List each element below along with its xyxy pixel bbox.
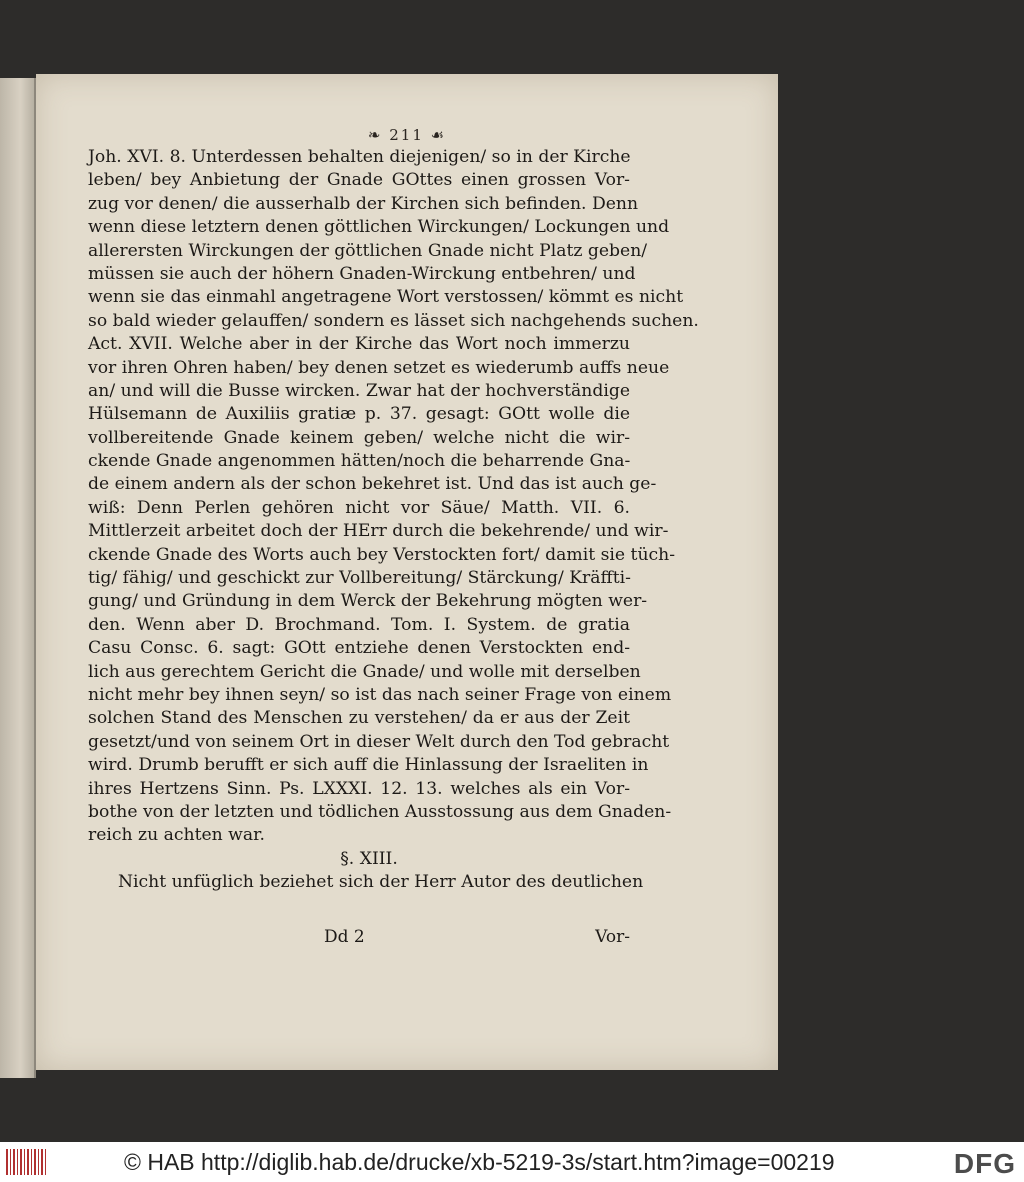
book-page [36,74,778,1070]
text-line: solchen Stand des Menschen zu verstehen/ da er aus der Zeit [88,708,630,729]
text-line: Hülsemann de Auxiliis gratiæ p. 37. gesagt: GOtt wolle die [88,404,630,425]
page-footer [88,926,630,948]
text-line: gung/ und Gründung in dem Werck der Bekehrung mögten wer- [88,591,648,612]
text-line: bothe von der letzten und tödlichen Ausstossung aus dem Gnaden- [88,801,672,822]
facing-page-edge [0,78,36,1078]
signature-mark: Dd 2 [324,927,365,947]
text-line: ckende Gnade angenommen hätten/noch die beharrende Gna- [88,451,631,472]
page-number: ❧ 211 ☙ [367,126,447,144]
text-line: gesetzt/und von seinem Ort in dieser Welt durch den Tod gebracht [88,731,670,752]
text-line: Casu Consc. 6. sagt: GOtt entziehe denen Verstockten end- [88,638,630,659]
text-line: ihres Hertzens Sinn. Ps. LXXXI. 12. 13. welches als ein Vor- [88,778,630,799]
page-text [88,146,699,895]
text-line: den. Wenn aber D. Brochmand. Tom. I. System. de gratia [88,614,630,635]
text-line: reich zu achten war. [88,825,265,846]
catchword: Vor- [595,927,630,947]
text-line: wenn sie das einmahl angetragene Wort verstossen/ kömmt es nicht [88,287,684,308]
text-line: Mittlerzeit arbeitet doch der HErr durch die bekehrende/ und wir- [88,521,669,542]
text-line: lich aus gerechtem Gericht die Gnade/ und wolle mit derselben [88,661,641,682]
text-line: müssen sie auch der höhern Gnaden-Wirckung entbehren/ und [88,263,636,284]
text-line: wiß: Denn Perlen gehören nicht vor Säue/ Matth. VII. 6. [88,497,630,518]
text-line: vor ihren Ohren haben/ bey denen setzet es wiederumb auffs neue [88,357,670,378]
text-line: so bald wieder gelauffen/ sondern es lässet sich nachgehends suchen. [88,310,699,331]
text-line: wenn diese letztern denen göttlichen Wirckungen/ Lockungen und [88,217,670,238]
text-line: allerersten Wirckungen der göttlichen Gnade nicht Platz geben/ [88,240,648,261]
text-line: ckende Gnade des Worts auch bey Verstockten fort/ damit sie tüch- [88,544,676,565]
text-line: nicht mehr bey ihnen seyn/ so ist das nach seiner Frage von einem [88,684,672,705]
viewer-footer [0,1142,1024,1182]
text-line: §. XIII. [340,848,398,869]
text-line: vollbereitende Gnade keinem geben/ welche nicht die wir- [88,427,630,448]
source-credit-link[interactable]: © HAB http://diglib.hab.de/drucke/xb-5219-3s/start.htm?image=00219 [124,1148,835,1175]
text-line: Nicht unfüglich beziehet sich der Herr Autor des deutlichen [118,872,644,893]
dfg-logo: DFG [953,1148,1016,1179]
text-line: tig/ fähig/ und geschickt zur Vollbereitung/ Stärckung/ Kräffti- [88,568,631,589]
text-line: Act. XVII. Welche aber in der Kirche das Wort noch immerzu [88,334,630,355]
text-line: zug vor denen/ die ausserhalb der Kirchen sich befinden. Denn [88,193,639,214]
text-line: an/ und will die Busse wircken. Zwar hat der hochverständige [88,380,630,401]
text-line: Joh. XVI. 8. Unterdessen behalten diejenigen/ so in der Kirche [88,147,631,167]
text-line: de einem andern als der schon bekehret ist. Und das ist auch ge- [88,474,657,495]
hab-logo-icon [6,1149,46,1175]
text-line: leben/ bey Anbietung der Gnade GOttes einen grossen Vor- [88,170,630,191]
text-line: wird. Drumb berufft er sich auff die Hinlassung der Israeliten in [88,755,649,776]
